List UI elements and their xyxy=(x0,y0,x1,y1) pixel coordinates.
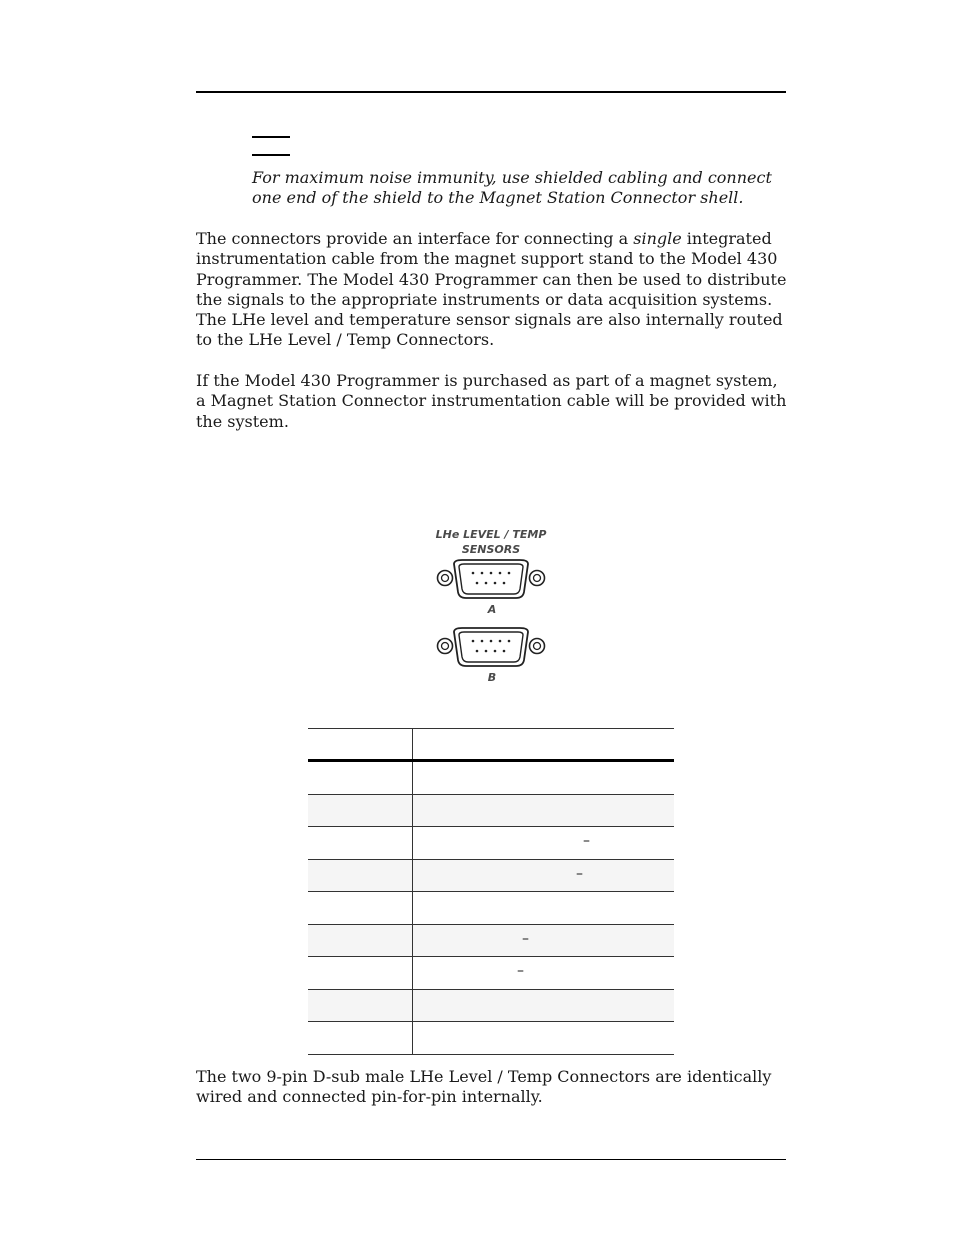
connector-a-label: A xyxy=(487,603,497,616)
table-row xyxy=(308,761,674,795)
table-row xyxy=(308,859,674,892)
lhe-connector-figure xyxy=(426,526,561,688)
pin-definitions-table xyxy=(308,728,674,1055)
note-text: For maximum noise immunity, use shielded cabling and connect one end of the shield to the Magnet Station Connector shell. xyxy=(252,168,772,207)
minus-sign: – xyxy=(517,963,524,979)
note-marker-bottom xyxy=(252,154,290,156)
header-cell-pin xyxy=(308,729,413,761)
figure-title-line-1: LHe LEVEL / TEMP xyxy=(435,528,547,541)
paragraph-1-start: The connectors provide an interface for connecting a xyxy=(196,229,634,248)
table-row xyxy=(308,957,674,990)
connector-b-label: B xyxy=(487,671,497,684)
figure-title-line-2: SENSORS xyxy=(461,543,521,556)
paragraph-connectors-wiring: The two 9-pin D-sub male LHe Level / Temp Connectors are identically wired and connected pin-for-pin internally. xyxy=(196,1067,772,1107)
connector-b-icon xyxy=(436,626,548,670)
table-row xyxy=(308,924,674,957)
table-row xyxy=(308,892,674,925)
minus-sign: – xyxy=(583,833,590,849)
table-row xyxy=(308,794,674,827)
minus-sign: – xyxy=(522,930,529,947)
minus-sign: – xyxy=(576,865,583,882)
emphasis-single: single xyxy=(633,229,682,248)
connector-a-icon xyxy=(436,558,548,602)
table-row xyxy=(308,827,674,860)
footer-rule xyxy=(196,1159,786,1160)
table-row xyxy=(308,1022,674,1055)
header-rule xyxy=(196,91,786,93)
note-marker-top xyxy=(252,136,290,138)
table-header-row xyxy=(308,729,674,761)
table-row xyxy=(308,989,674,1022)
header-cell-function xyxy=(413,729,675,761)
paragraph-instrumentation-cable: If the Model 430 Programmer is purchased as part of a magnet system, a Magnet Station Connector instrumentation cable will be provided with the system. xyxy=(196,371,787,431)
paragraph-connectors-interface xyxy=(196,229,791,351)
paragraph-1-end: integrated instrumentation cable from the magnet support stand to the Model 430 Programmer. The Model 430 Programmer can then be used to distribute the signals to the appropriate instruments or data acquisition systems. The LHe level and temperature sensor signals are also internally routed to the LHe Level / Temp Connectors. xyxy=(196,229,787,350)
